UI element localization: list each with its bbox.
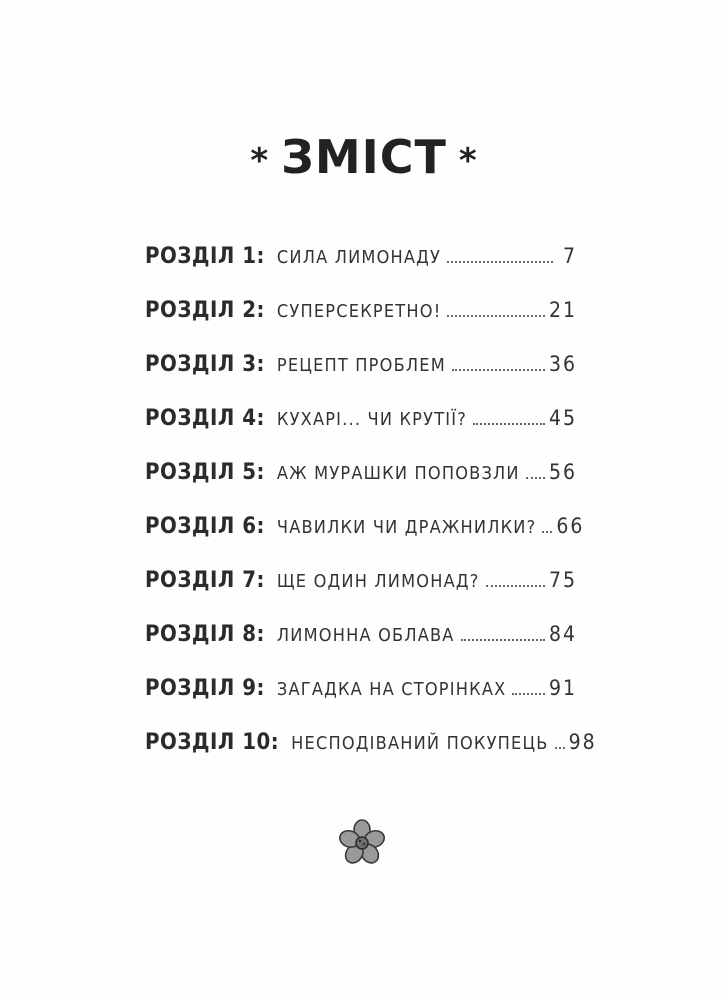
star-left-icon: * — [250, 140, 270, 181]
page-number: 45 — [548, 406, 577, 430]
page-number: 21 — [548, 298, 577, 322]
chapter-title: РЕЦЕПТ ПРОБЛЕМ — [276, 355, 446, 376]
page-number: 36 — [548, 352, 577, 376]
dot-leader — [461, 639, 545, 641]
toc-entry-6[interactable] — [145, 506, 585, 560]
toc-entry-8[interactable] — [145, 614, 577, 668]
dot-leader — [542, 531, 552, 533]
dot-leader — [447, 315, 545, 317]
toc-entry-5[interactable] — [145, 452, 577, 506]
flower-icon — [337, 818, 387, 868]
toc-entry-4[interactable] — [145, 398, 577, 452]
chapter-title: ЧАВИЛКИ ЧИ ДРАЖНИЛКИ? — [276, 517, 537, 538]
chapter-label: РОЗДІЛ 7: — [145, 568, 265, 593]
toc-entry-10[interactable] — [145, 722, 597, 776]
toc-entry-7[interactable] — [145, 560, 577, 614]
chapter-title: ЩЕ ОДИН ЛИМОНАД? — [276, 571, 480, 592]
chapter-label: РОЗДІЛ 9: — [145, 676, 265, 701]
toc-heading — [0, 130, 728, 184]
page-number: 98 — [568, 730, 597, 754]
chapter-title: АЖ МУРАШКИ ПОПОВЗЛИ — [276, 463, 520, 484]
star-right-icon: * — [458, 140, 478, 181]
toc-entry-9[interactable] — [145, 668, 577, 722]
page-number: 56 — [548, 460, 577, 484]
chapter-label: РОЗДІЛ 5: — [145, 460, 265, 485]
toc-entry-3[interactable] — [145, 344, 577, 398]
chapter-label: РОЗДІЛ 4: — [145, 406, 265, 431]
dot-leader — [512, 693, 545, 695]
chapter-title: КУХАРІ... ЧИ КРУТІЇ? — [276, 409, 468, 430]
page-number: 84 — [548, 622, 577, 646]
page-number: 7 — [562, 244, 577, 268]
chapter-label: РОЗДІЛ 1: — [145, 244, 265, 269]
dot-leader — [452, 369, 545, 371]
chapter-label: РОЗДІЛ 6: — [145, 514, 265, 539]
table-of-contents — [145, 236, 597, 776]
chapter-title: НЕСПОДІВАНИЙ ПОКУПЕЦЬ — [291, 733, 549, 754]
dot-leader — [555, 747, 565, 749]
chapter-title: ЛИМОННА ОБЛАВА — [276, 625, 455, 646]
chapter-title: ЗАГАДКА НА СТОРІНКАХ — [276, 679, 507, 700]
dot-leader — [486, 585, 545, 587]
chapter-label: РОЗДІЛ 8: — [145, 622, 265, 647]
flower-center — [356, 837, 368, 849]
chapter-title: СУПЕРСЕКРЕТНО! — [276, 301, 442, 322]
dot-leader — [526, 477, 545, 479]
page-number: 75 — [548, 568, 577, 592]
dot-leader — [447, 261, 553, 263]
chapter-title: СИЛА ЛИМОНАДУ — [276, 247, 442, 268]
page-number: 66 — [556, 514, 585, 538]
toc-entry-1[interactable] — [145, 236, 577, 290]
chapter-label: РОЗДІЛ 10: — [145, 730, 280, 755]
chapter-label: РОЗДІЛ 3: — [145, 352, 265, 377]
page-title: ЗМІСТ — [281, 130, 447, 184]
chapter-label: РОЗДІЛ 2: — [145, 298, 265, 323]
toc-entry-2[interactable] — [145, 290, 577, 344]
page-number: 91 — [548, 676, 577, 700]
dot-leader — [473, 423, 545, 425]
